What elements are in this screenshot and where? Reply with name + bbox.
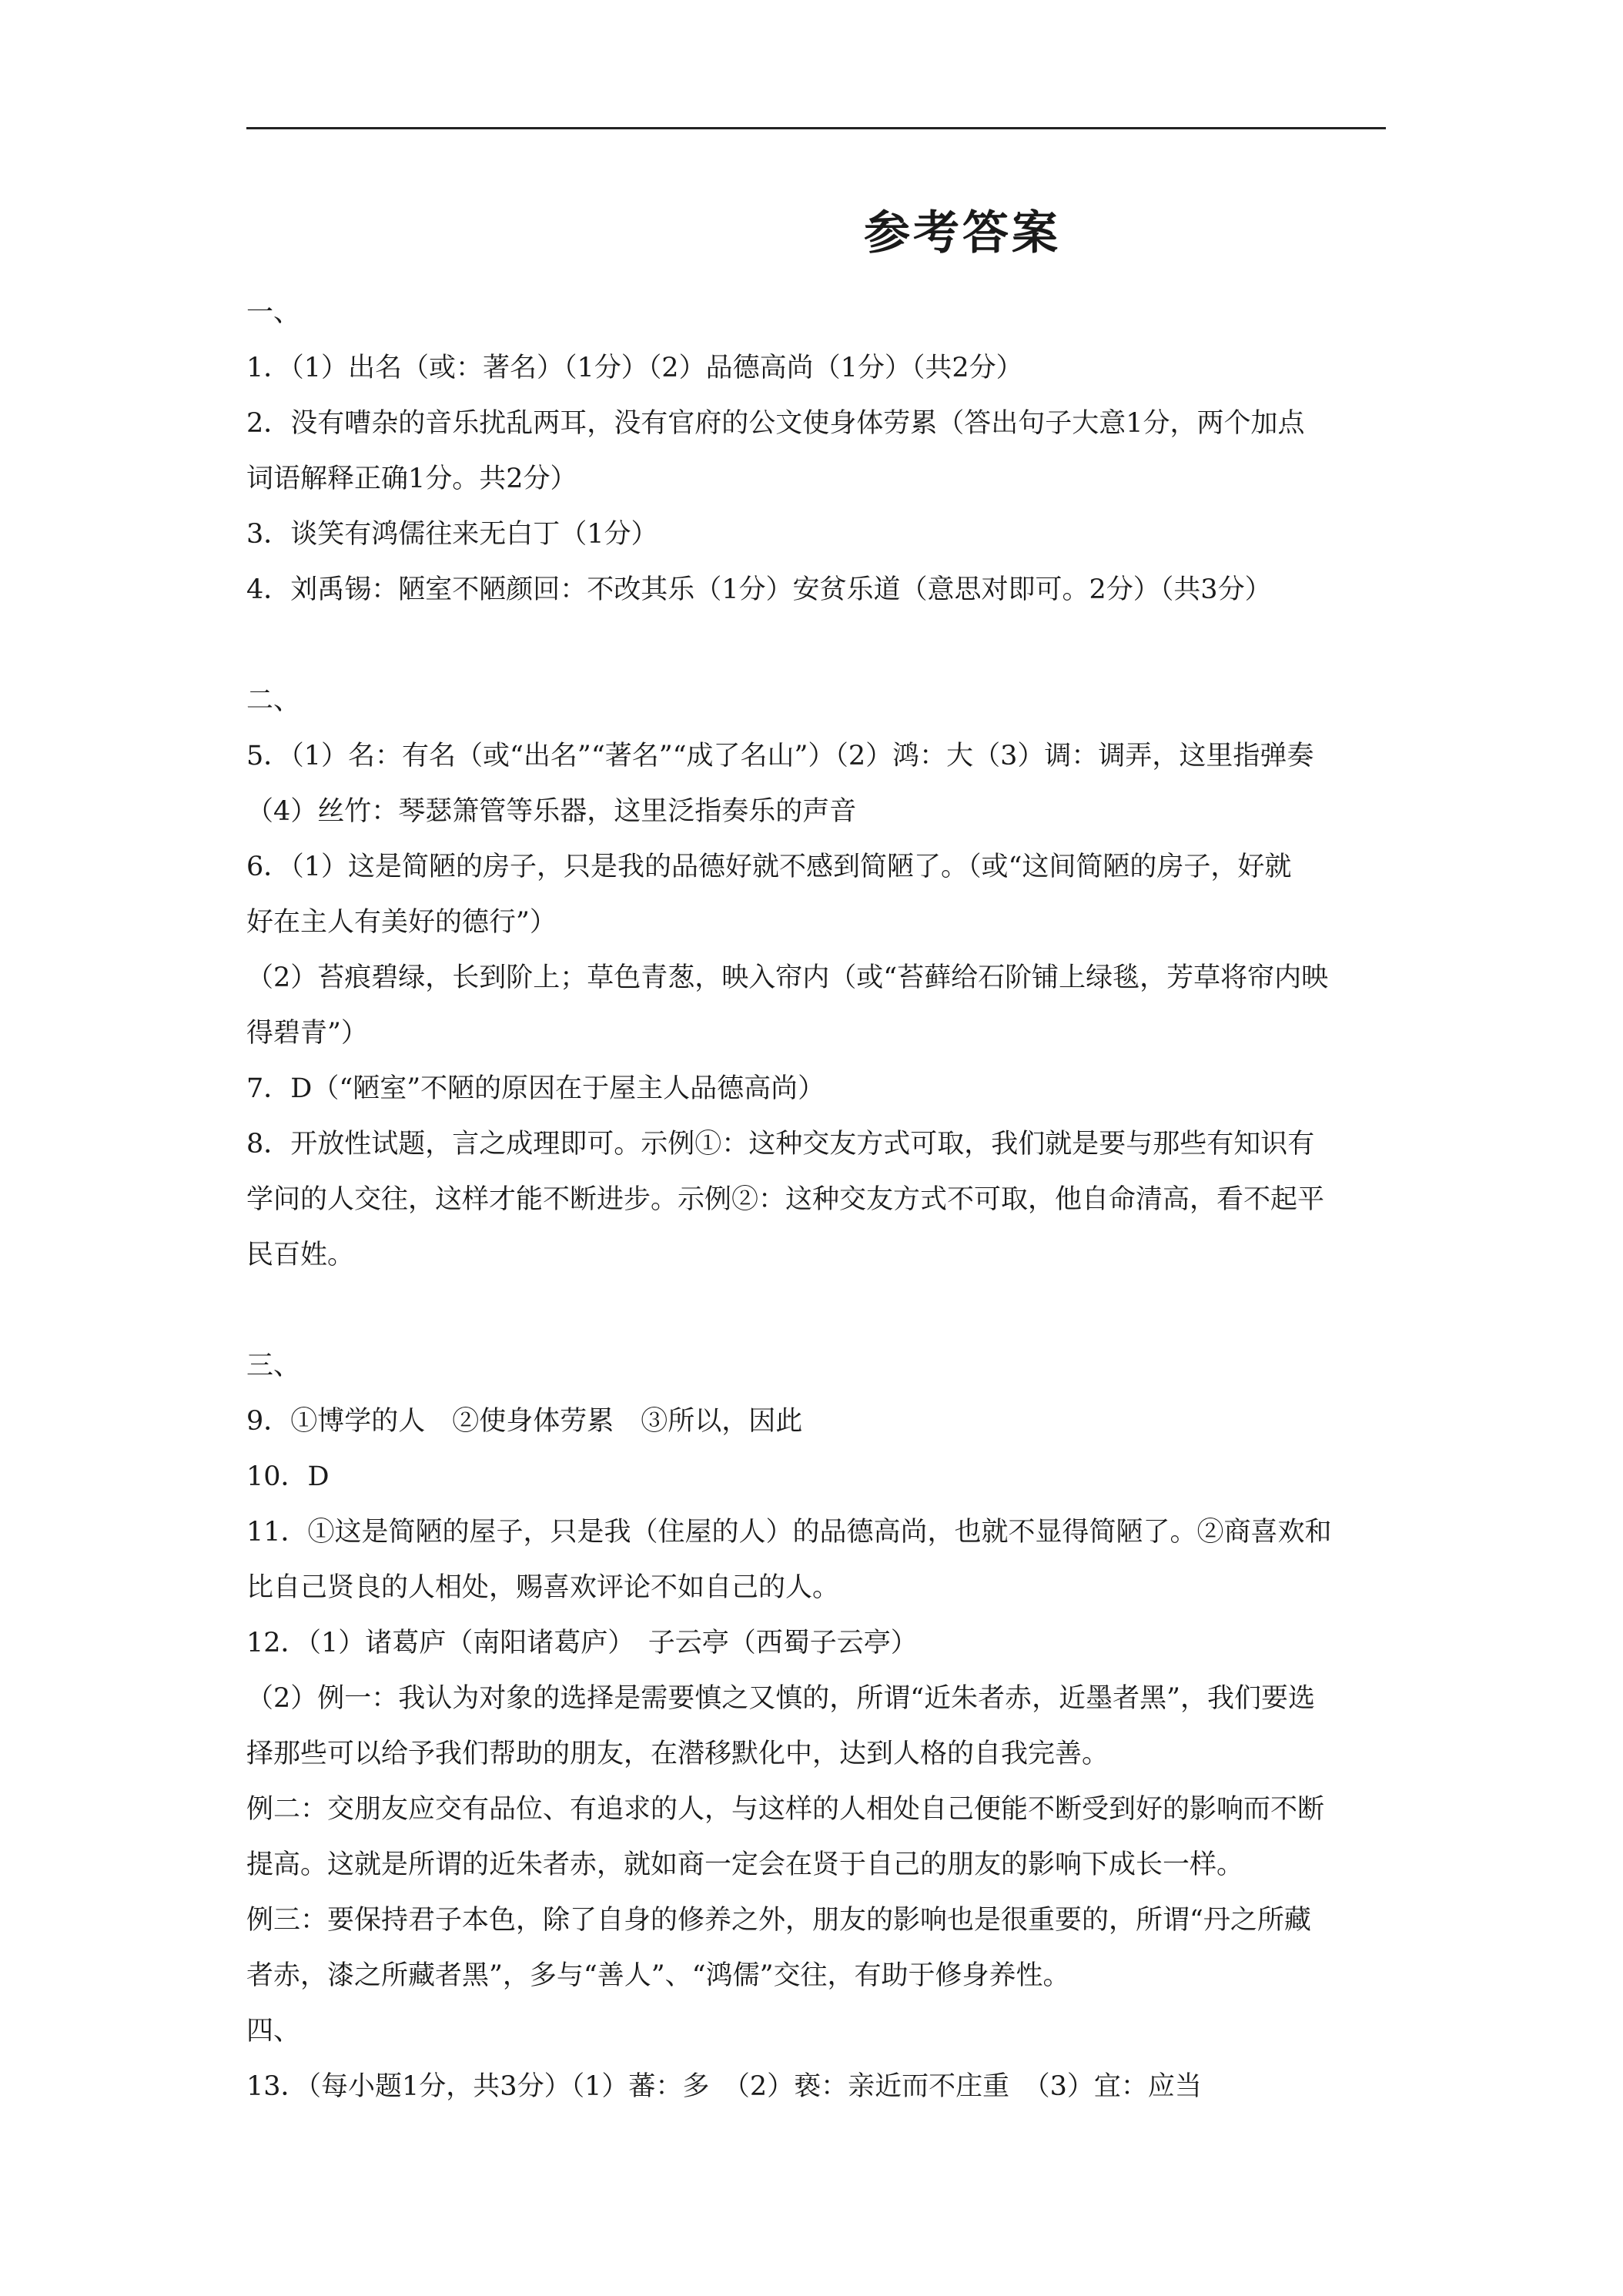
page-title: 参考答案 xyxy=(864,206,1061,260)
section-heading: 三、 xyxy=(246,1350,301,1381)
answer-line: 6．（1）这是简陋的房子，只是我的品德好就不感到简陋了。（或“这间简陋的房子，好就 xyxy=(246,852,1292,882)
header-rule xyxy=(246,127,1386,129)
answer-line: 学问的人交往，这样才能不断进步。示例②：这种交友方式不可取，他自命清高，看不起平 xyxy=(246,1184,1325,1215)
answer-line: 8．开放性试题，言之成理即可。示例①：这种交友方式可取，我们就是要与那些有知识有 xyxy=(246,1129,1315,1160)
answer-line: 10．D xyxy=(246,1461,330,1492)
answer-line: 9．①博学的人 ②使身体劳累 ③所以，因此 xyxy=(246,1406,803,1437)
answer-line: 择那些可以给予我们帮助的朋友，在潜移默化中，达到人格的自我完善。 xyxy=(246,1739,1109,1769)
answer-line: 4．刘禹锡：陋室不陋颜回：不改其乐（1分）安贫乐道（意思对即可。2分）（共3分） xyxy=(246,574,1272,605)
answer-line: 提高。这就是所谓的近朱者赤，就如商一定会在贤于自己的朋友的影响下成长一样。 xyxy=(246,1849,1244,1880)
answer-line: 13．（每小题1分，共3分）（1）蕃：多 （2）亵：亲近而不庄重 （3）宜：应当 xyxy=(246,2071,1202,2102)
answer-line: 者赤，漆之所藏者黑”，多与“善人”、“鸿儒”交往，有助于修身养性。 xyxy=(246,1960,1070,1991)
answer-line: 比自己贤良的人相处，赐喜欢评论不如自己的人。 xyxy=(246,1572,840,1603)
section-heading: 四、 xyxy=(246,2016,301,2047)
answer-body xyxy=(246,285,1386,2114)
answer-line: （2）苔痕碧绿，长到阶上；草色青葱，映入帘内（或“苔藓给石阶铺上绿毯，芳草将帘内映 xyxy=(246,962,1329,993)
section-heading: 二、 xyxy=(246,685,301,716)
answer-line: 得碧青”） xyxy=(246,1018,368,1049)
answer-line: 2．没有嘈杂的音乐扰乱两耳，没有官府的公文使身体劳累（答出句子大意1分，两个加点 xyxy=(246,408,1305,439)
answer-line: 3．谈笑有鸿儒往来无白丁（1分） xyxy=(246,519,658,550)
answer-line: （4）丝竹：琴瑟箫管等乐器，这里泛指奏乐的声音 xyxy=(246,796,857,827)
section-heading: 一、 xyxy=(246,297,301,328)
answer-line: 5．（1）名：有名（或“出名”“著名”“成了名山”）（2）鸿：大（3）调：调弄，这里指弹奏 xyxy=(246,741,1314,771)
answer-line: 1．（1）出名（或：著名）（1分）（2）品德高尚（1分）（共2分） xyxy=(246,353,1023,383)
answer-line: （2）例一：我认为对象的选择是需要慎之又慎的，所谓“近朱者赤，近墨者黑”，我们要选 xyxy=(246,1683,1316,1714)
answer-line: 12．（1）诸葛庐（南阳诸葛庐） 子云亭（西蜀子云亭） xyxy=(246,1628,918,1658)
answer-line: 例三：要保持君子本色，除了自身的修养之外，朋友的影响也是很重要的，所谓“丹之所藏 xyxy=(246,1905,1311,1936)
answer-line: 好在主人有美好的德行”） xyxy=(246,907,557,938)
answer-line: 7．D（“陋室”不陋的原因在于屋主人品德高尚） xyxy=(246,1073,825,1104)
answer-line: 词语解释正确1分。共2分） xyxy=(246,464,577,494)
answer-line: 例二：交朋友应交有品位、有追求的人，与这样的人相处自己便能不断受到好的影响而不断 xyxy=(246,1794,1325,1825)
blank-line xyxy=(246,1283,1386,1338)
blank-line xyxy=(246,618,1386,673)
answer-line: 11．①这是简陋的屋子，只是我（住屋的人）的品德高尚，也就不显得简陋了。②商喜欢和 xyxy=(246,1517,1332,1548)
answer-line: 民百姓。 xyxy=(246,1240,355,1270)
